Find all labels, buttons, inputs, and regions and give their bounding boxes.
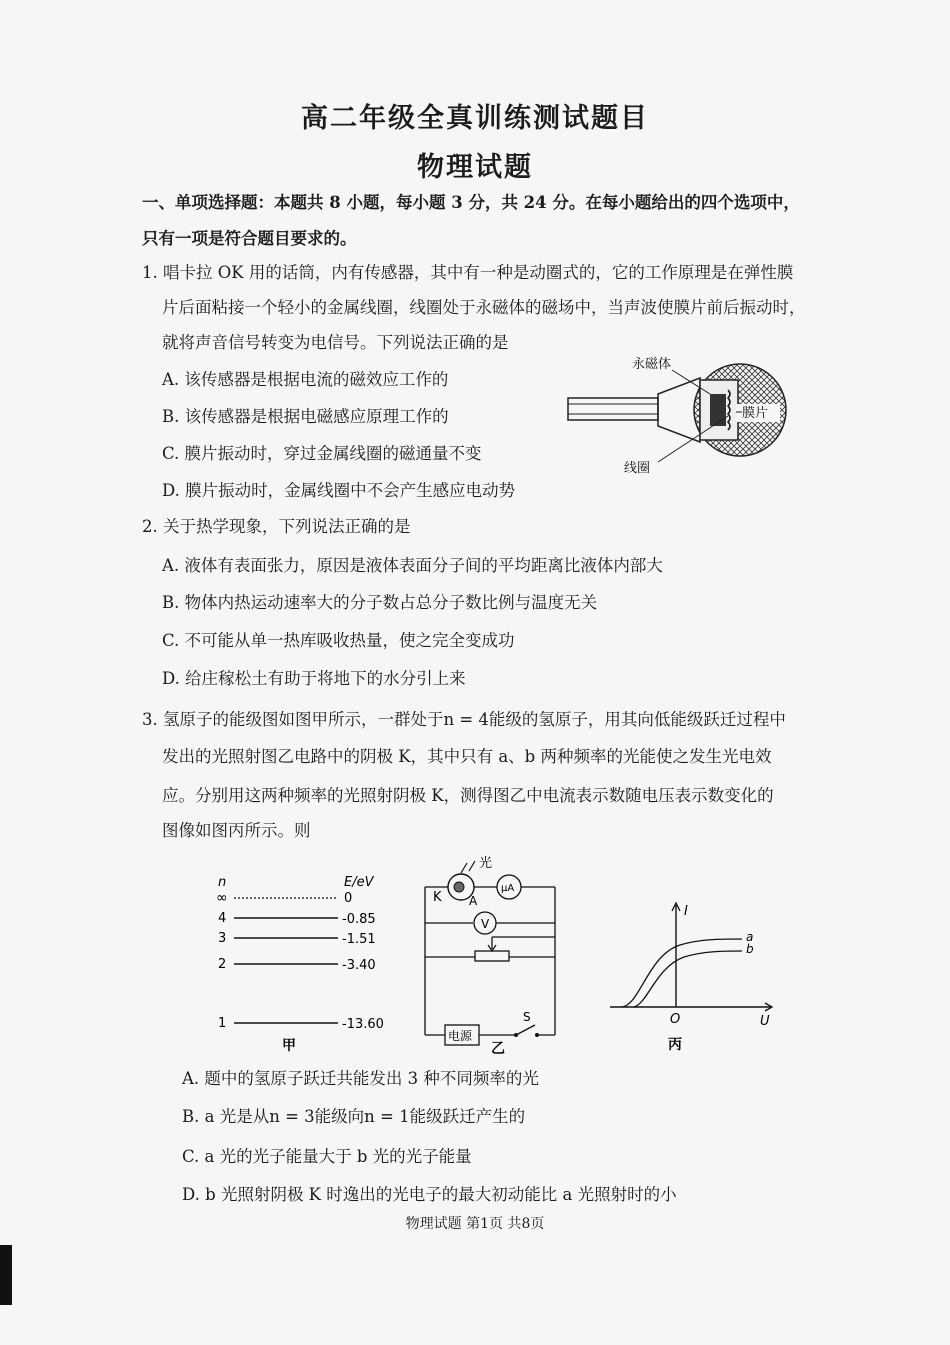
membrane-label: 膜片: [742, 406, 769, 421]
microphone-figure: [560, 350, 810, 480]
n-axis-header: n: [218, 875, 227, 890]
curve-a-label: a: [746, 930, 754, 944]
q3-option-a: A. 题中的氢原子跃迁共能发出 3 种不同频率的光: [182, 1069, 539, 1088]
q3-stem: 应。分别用这两种频率的光照射阴极 K，测得图乙中电流表示数随电压表示数变化的: [162, 786, 774, 805]
switch: [516, 1025, 535, 1035]
exam-title: 高二年级全真训练测试题目: [301, 103, 649, 134]
cathode-label: K: [433, 890, 442, 905]
section-heading: 一、单项选择题：本题共 8 小题，每小题 3 分，共 24 分。在每小题给出的四个选项中，: [142, 193, 800, 212]
q2-option-a: A. 液体有表面张力，原因是液体表面分子间的平均距离比液体内部大: [162, 556, 663, 575]
anode-label: A: [469, 894, 478, 908]
section-heading-cont: 只有一项是符合题目要求的。: [142, 229, 357, 248]
u-axis-label: U: [760, 1014, 770, 1029]
q1-option-d: D. 膜片振动时，金属线圈中不会产生感应电动势: [162, 481, 516, 500]
q1-option-a: A. 该传感器是根据电流的磁效应工作的: [162, 370, 449, 389]
switch-label: S: [523, 1010, 531, 1024]
q1-stem: 1. 唱卡拉 OK 用的话筒，内有传感器，其中有一种是动圈式的，它的工作原理是在弹性膜: [142, 263, 794, 282]
exam-subtitle: 物理试题: [417, 152, 533, 183]
i-axis-label: I: [684, 904, 688, 919]
q1-stem: 就将声音信号转变为电信号。下列说法正确的是: [162, 333, 509, 352]
level-infinity: [216, 890, 352, 906]
q2-stem: 2. 关于热学现象，下列说法正确的是: [142, 517, 411, 536]
svg-text:-1.51: -1.51: [342, 932, 376, 947]
level-1: [218, 1016, 384, 1032]
light-label: 光: [479, 856, 493, 871]
circuit-figure: [415, 845, 580, 1055]
page-footer: 物理试题 第1页 共8页: [405, 1216, 545, 1232]
svg-text:3: 3: [218, 931, 227, 946]
svg-text:-3.40: -3.40: [342, 958, 376, 973]
q1-option-b: B. 该传感器是根据电磁感应原理工作的: [162, 407, 449, 426]
svg-text:2: 2: [218, 957, 227, 972]
scan-edge-mark: [0, 1245, 12, 1305]
magnet-core: [710, 394, 726, 426]
energy-axis-header: E/eV: [344, 875, 374, 890]
microphone-handle: [568, 398, 658, 420]
figure-label-yi: 乙: [491, 1041, 505, 1055]
curve-a: [622, 939, 742, 1007]
iu-graph-figure: [600, 895, 785, 1055]
q3-stem: 发出的光照射图乙电路中的阴极 K，其中只有 a、b 两种频率的光能使之发生光电效: [162, 747, 772, 766]
figure-label-jia: 甲: [282, 1038, 296, 1054]
power-source-label: 电源: [448, 1029, 473, 1043]
svg-text:-0.85: -0.85: [342, 912, 376, 927]
svg-text:4: 4: [218, 911, 227, 926]
curve-b: [634, 951, 742, 1007]
level-4: [218, 911, 376, 927]
voltmeter-label: V: [481, 917, 490, 931]
energy-level-figure: [212, 870, 402, 1055]
curve-b-label: b: [746, 942, 754, 956]
q2-option-b: B. 物体内热运动速率大的分子数占总分子数比例与温度无关: [162, 593, 598, 612]
svg-text:1: 1: [218, 1016, 227, 1031]
q3-option-c: C. a 光的光子能量大于 b 光的光子能量: [182, 1147, 472, 1166]
q2-option-c: C. 不可能从单一热库吸收热量，使之完全变成功: [162, 631, 515, 650]
coil-label: 线圈: [624, 461, 651, 476]
q3-stem: 图像如图丙所示。则: [162, 821, 311, 840]
magnet-label: 永磁体: [632, 357, 672, 372]
level-3: [218, 931, 376, 947]
q3-option-b: B. a 光是从n = 3能级向n = 1能级跃迁产生的: [182, 1107, 526, 1126]
q1-option-c: C. 膜片振动时，穿过金属线圈的磁通量不变: [162, 444, 482, 463]
svg-text:-13.60: -13.60: [342, 1017, 384, 1032]
q3-stem: 3. 氢原子的能级图如图甲所示，一群处于n = 4能级的氢原子，用其向低能级跃迁过程中: [142, 710, 786, 729]
origin-label: O: [670, 1012, 681, 1027]
q1-stem: 片后面粘接一个轻小的金属线圈，线圈处于永磁体的磁场中，当声波使膜片前后振动时，: [162, 298, 806, 317]
figure-label-bing: 丙: [668, 1037, 682, 1053]
q3-option-d: D. b 光照射阴极 K 时逸出的光电子的最大初动能比 a 光照射时的小: [182, 1185, 677, 1204]
level-2: [218, 957, 376, 973]
svg-text:∞: ∞: [216, 890, 228, 906]
q2-option-d: D. 给庄稼松土有助于将地下的水分引上来: [162, 669, 466, 688]
svg-text:0: 0: [344, 891, 353, 906]
ammeter-label: μA: [501, 883, 515, 894]
rheostat: [475, 951, 509, 961]
